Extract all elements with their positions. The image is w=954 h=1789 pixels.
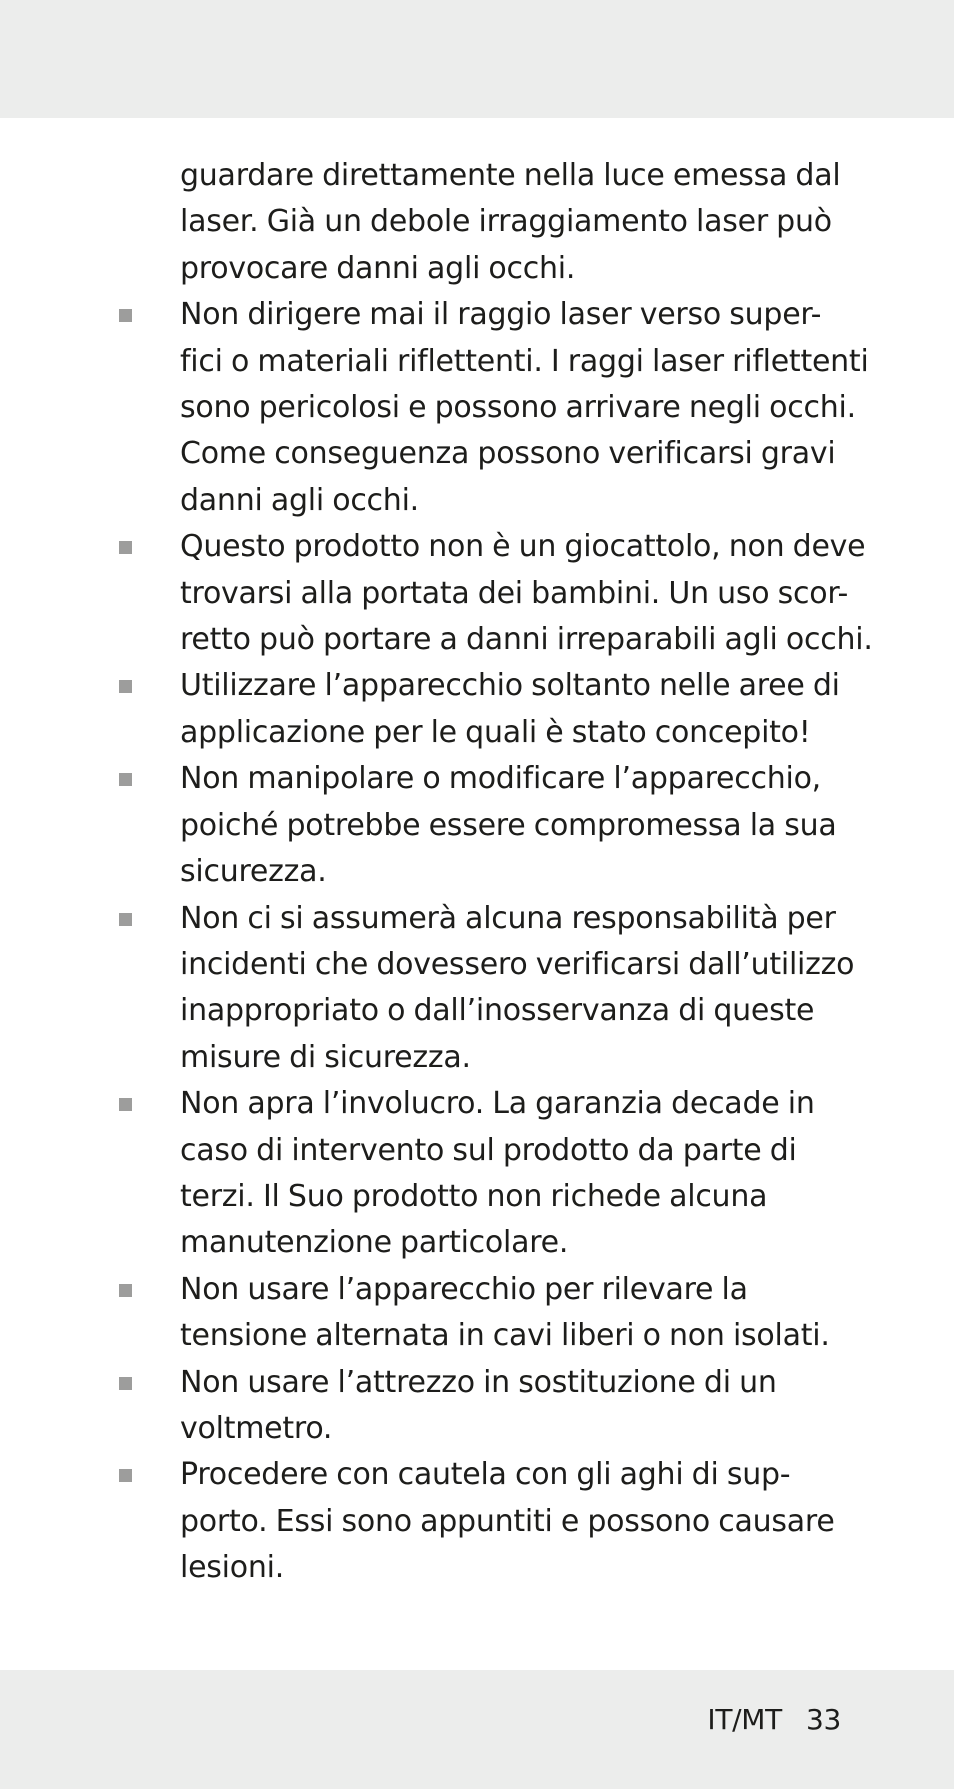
bullet-item <box>0 896 855 1082</box>
text-line: Non apra l’involucro. La garanzia decade in <box>180 1086 815 1122</box>
text-line: trovarsi alla portata dei bambini. Un uso scor- <box>180 575 849 611</box>
language-code: IT/MT <box>707 1703 782 1736</box>
text-line: Non manipolare o modificare l’apparecchio, <box>180 761 821 797</box>
square-bullet-icon <box>119 1469 132 1482</box>
text-line: misure di sicurezza. <box>180 1039 471 1075</box>
text-line: danni agli occhi. <box>180 482 419 518</box>
text-line: Non usare l’apparecchio per rilevare la <box>180 1271 748 1307</box>
page-header-band <box>0 0 954 118</box>
text-line: sono pericolosi e possono arrivare negli occhi. <box>180 390 856 426</box>
text-line: lesioni. <box>180 1550 284 1586</box>
text-line: tensione alternata in cavi liberi o non isolati. <box>180 1318 830 1354</box>
square-bullet-icon <box>119 309 132 322</box>
text-line: poiché potrebbe essere compromessa la sua <box>180 807 837 843</box>
text-line: Non dirigere mai il raggio laser verso super- <box>180 297 822 333</box>
text-line: incidenti che dovessero verificarsi dall’utilizzo <box>180 946 855 982</box>
bullet-item <box>0 524 873 663</box>
text-line: porto. Essi sono appuntiti e possono causare <box>180 1503 835 1539</box>
text-line: voltmetro. <box>180 1410 333 1446</box>
text-line: Utilizzare l’apparecchio soltanto nelle aree di <box>180 668 840 704</box>
text-line: sicurezza. <box>180 854 327 890</box>
text-line: applicazione per le quali è stato concepito! <box>180 714 811 750</box>
text-line: retto può portare a danni irreparabili agli occhi. <box>180 622 873 658</box>
text-line: Non ci si assumerà alcuna responsabilità per <box>180 900 836 936</box>
square-bullet-icon <box>119 773 132 786</box>
text-line: terzi. Il Suo prodotto non richede alcuna <box>180 1178 768 1214</box>
page-number: 33 <box>805 1703 841 1736</box>
page-footer <box>707 1700 841 1740</box>
text-line: fici o materiali riflettenti. I raggi laser riflettenti <box>180 343 869 379</box>
bullet-item <box>0 292 869 524</box>
text-line: inappropriato o dall’inosservanza di queste <box>180 993 815 1029</box>
bullet-item <box>0 756 840 895</box>
text-line: Procedere con cautela con gli aghi di sup- <box>180 1457 791 1493</box>
text-line: guardare direttamente nella luce emessa dal <box>180 158 841 193</box>
text-line: manutenzione particolare. <box>180 1225 569 1261</box>
text-line: Non usare l’attrezzo in sostituzione di un <box>180 1364 777 1400</box>
bullet-item <box>0 663 840 756</box>
square-bullet-icon <box>119 913 132 926</box>
safety-instructions <box>0 153 954 1592</box>
text-line: laser. Già un debole irraggiamento laser può <box>180 204 832 240</box>
text-line: caso di intervento sul prodotto da parte di <box>180 1132 797 1168</box>
bullet-item <box>0 1267 840 1360</box>
bullet-item <box>0 1081 840 1267</box>
square-bullet-icon <box>119 1098 132 1111</box>
text-line: Come conseguenza possono verificarsi gravi <box>180 436 836 472</box>
text-line: Questo prodotto non è un giocattolo, non deve <box>180 529 866 565</box>
square-bullet-icon <box>119 541 132 554</box>
continued-paragraph <box>0 153 840 292</box>
square-bullet-icon <box>119 1377 132 1390</box>
bullet-item <box>0 1360 840 1453</box>
square-bullet-icon <box>119 680 132 693</box>
square-bullet-icon <box>119 1284 132 1297</box>
bullet-item <box>0 1452 840 1591</box>
text-line: provocare danni agli occhi. <box>180 250 576 286</box>
